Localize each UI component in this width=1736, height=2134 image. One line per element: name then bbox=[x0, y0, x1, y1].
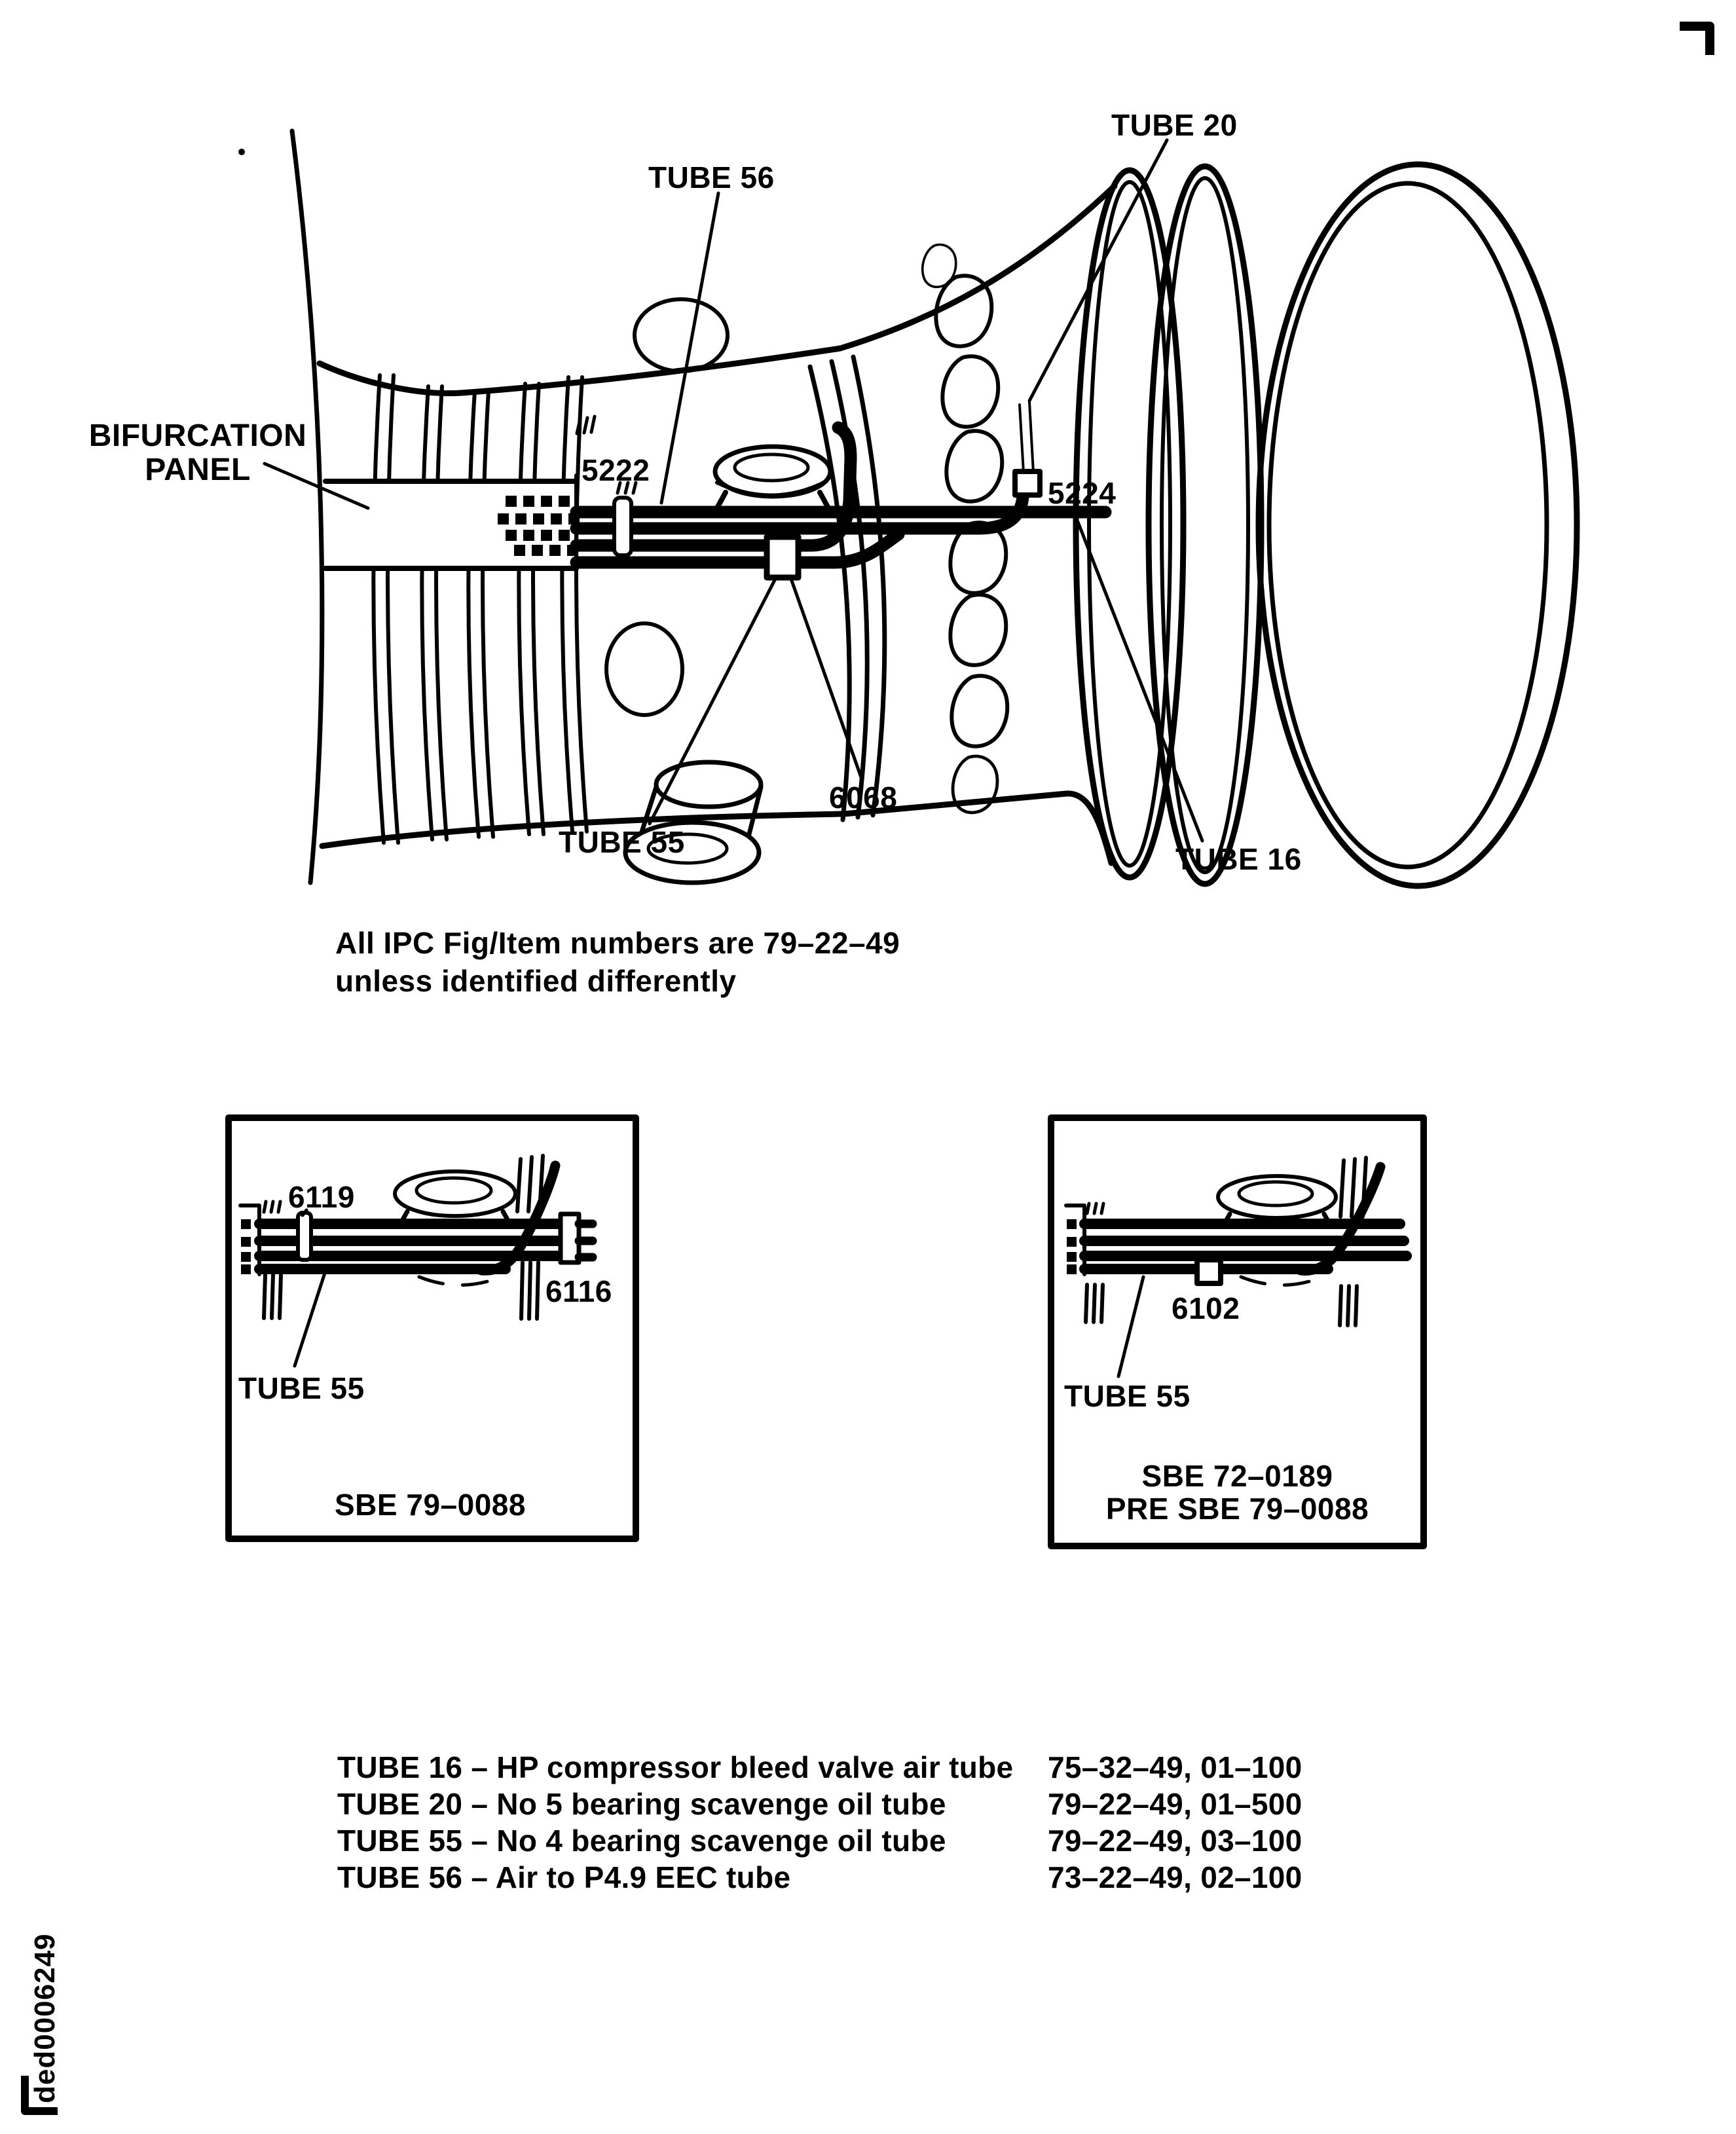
label-item-6119: 6119 bbox=[288, 1180, 355, 1214]
legend-ref: 79–22–49, 03–100 bbox=[1048, 1824, 1302, 1858]
stray-dot bbox=[238, 149, 245, 155]
ipc-note bbox=[335, 925, 900, 1001]
bracket-6068 bbox=[767, 537, 798, 578]
upper-hole bbox=[635, 299, 728, 371]
label-tube55-inset-right: TUBE 55 bbox=[1064, 1379, 1191, 1413]
label-item-6116: 6116 bbox=[545, 1274, 612, 1308]
label-bifurcation-panel bbox=[88, 419, 307, 487]
clamp-5222 bbox=[614, 498, 631, 555]
legend-row-tube55 bbox=[337, 1823, 1450, 1860]
label-item-6068: 6068 bbox=[829, 781, 898, 815]
legend-ref: 79–22–49, 01–500 bbox=[1048, 1787, 1302, 1821]
caption-sbe-79-0088: SBE 79–0088 bbox=[335, 1488, 526, 1522]
leader-tube20 bbox=[1029, 140, 1167, 401]
label-tube16: TUBE 16 bbox=[1175, 842, 1302, 876]
label-tube56: TUBE 56 bbox=[648, 160, 775, 194]
legend-label: TUBE 16 – HP compressor bleed valve air tube bbox=[337, 1750, 1014, 1784]
label-item-6102: 6102 bbox=[1172, 1291, 1240, 1325]
caption-line2: PRE SBE 79–0088 bbox=[1105, 1491, 1369, 1526]
corner-mark-top-right bbox=[1680, 26, 1710, 55]
label-tube55-inset-left: TUBE 55 bbox=[238, 1371, 365, 1405]
legend-ref: 73–22–49, 02–100 bbox=[1048, 1860, 1302, 1894]
tube20-riser bbox=[1015, 402, 1040, 495]
legend-row-tube56 bbox=[337, 1860, 1450, 1896]
label-tube20: TUBE 20 bbox=[1111, 108, 1238, 142]
aft-flange-rings bbox=[1076, 164, 1577, 886]
label-bifurcation-line2: PANEL bbox=[145, 452, 251, 487]
lower-boss bbox=[625, 762, 761, 883]
legend-ref: 75–32–49, 01–100 bbox=[1048, 1750, 1302, 1784]
label-item-5222: 5222 bbox=[582, 453, 650, 487]
legend-row-tube20 bbox=[337, 1786, 1450, 1823]
legend-label: TUBE 55 – No 4 bearing scavenge oil tube bbox=[337, 1824, 946, 1858]
caption-line1: SBE 72–0189 bbox=[1141, 1459, 1333, 1493]
legend-row-tube16 bbox=[337, 1750, 1450, 1786]
label-tube55-main: TUBE 55 bbox=[559, 825, 685, 859]
legend-label: TUBE 56 – Air to P4.9 EEC tube bbox=[337, 1860, 791, 1894]
label-item-5224: 5224 bbox=[1048, 476, 1117, 510]
leader-tube56 bbox=[661, 193, 718, 503]
ipc-note-line2: unless identified differently bbox=[335, 963, 737, 998]
label-bifurcation-line1: BIFURCATION bbox=[88, 418, 307, 453]
legend-label: TUBE 20 – No 5 bearing scavenge oil tube bbox=[337, 1787, 946, 1821]
ipc-note-line1: All IPC Fig/Item numbers are 79–22–49 bbox=[335, 926, 900, 960]
caption-sbe-72-0189 bbox=[1051, 1460, 1424, 1525]
lower-hole bbox=[606, 623, 682, 715]
upper-boss bbox=[715, 447, 830, 507]
artwork-id: ded0006249 bbox=[29, 1933, 61, 2103]
